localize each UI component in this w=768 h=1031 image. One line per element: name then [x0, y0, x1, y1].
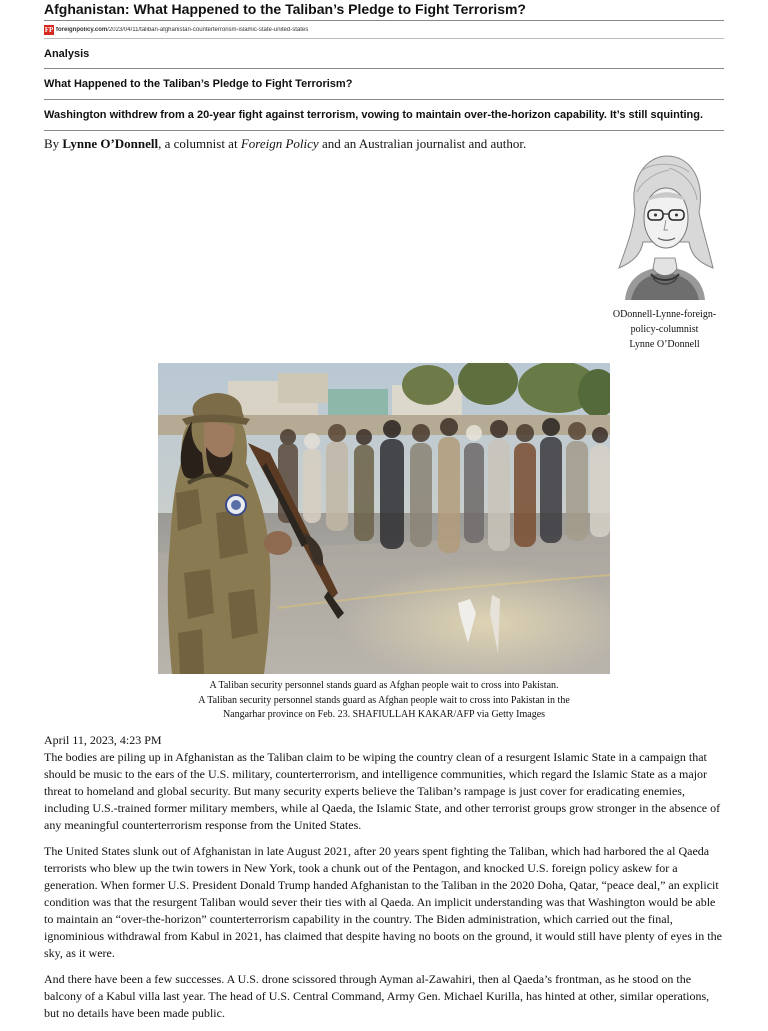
source-url[interactable]	[56, 27, 308, 33]
url-domain: foreignpolicy.com	[56, 26, 108, 33]
foreign-policy-favicon-icon: FP	[44, 25, 54, 34]
lead-photo-figure	[158, 363, 610, 723]
byline: By Lynne O’Donnell, a columnist at Foreign Policy and an Australian journalist and author.	[44, 136, 527, 151]
url-path: /2023/04/11/taliban-afghanistan-counterterrorism-islamic-state-united-states	[107, 26, 309, 33]
article-dateline: April 11, 2023, 4:23 PM	[44, 733, 162, 747]
article-headline: What Happened to the Taliban’s Pledge to Fight Terrorism?	[44, 69, 724, 100]
browser-page-title: Afghanistan: What Happened to the Taliban’s Pledge to Fight Terrorism?	[44, 0, 724, 21]
article-paragraph: The bodies are piling up in Afghanistan as the Taliban claim to be wiping the country clean of a resurgent Islamic State in a campaign that should be music to the ears of the U.S. military, counterterrorism, and intelligence communities, which regard the Islamic State as a major threat to homeland and global security. But many security experts believe the Taliban’s rampage is just cover for eradicating enemies, including U.S.-trained former military members, while al Qaeda, the Islamic State, and other terrorist groups grow stronger in the absence of any meaningful counterterrorism response from the United States.	[44, 750, 721, 832]
author-figure	[602, 150, 727, 352]
article-paragraph: And there have been a few successes. A U.S. drone scissored through Ayman al-Zawahiri, then al Qaeda’s frontman, as he stood on the balcony of a Kabul villa last year. The head of U.S. Central Command, Army Gen. Michael Kurilla, has hinted at other, similar operations, but no details have been made public.	[44, 972, 710, 1020]
article-kicker: Analysis	[44, 39, 724, 69]
author-name-link[interactable]: Lynne O’Donnell	[62, 136, 159, 151]
lead-photo	[158, 363, 610, 674]
author-image-caption: ODonnell-Lynne-foreign- policy-columnist Lynne O’Donnell	[612, 309, 717, 350]
page	[44, 0, 724, 1020]
author-portrait-illustration	[613, 150, 717, 300]
source-url-row[interactable]	[44, 21, 724, 39]
publication-name: Foreign Policy	[240, 136, 319, 151]
lead-photo-caption: A Taliban security personnel stands guard as Afghan people wait to cross into Pakistan. A Taliban security personnel stands guard as Afghan people wait to cross into Pakistan in the Nangarhar province on Feb. 23. SHAFIULLAH KAKAR/AFP via Getty Images	[198, 680, 570, 720]
article-subheadline: Washington withdrew from a 20-year fight against terrorism, vowing to maintain over-the-horizon capability. It’s still squinting.	[44, 100, 724, 131]
article-paragraph: The United States slunk out of Afghanistan in late August 2021, after 20 years spent fighting the Taliban, which had harbored the al Qaeda terrorists who blew up the twin towers in New York, took a chunk out of the Pentagon, and knocked U.S. foreign policy askew for a generation. When former U.S. President Donald Trump handed Afghanistan to the Taliban in the 2020 Doha, Qatar, “peace deal,” an explicit condition was that the resurgent Taliban would sever their ties with al Qaeda. An implicit understanding was that Washington would be able to maintain an “over-the-horizon” counterterrorism capability in the country. The Biden administration, which carried out the final, ignominious withdrawal from Kabul in 2021, has claimed that despite having no boots on the ground, it would still have plenty of eyes in the sky, as it were.	[44, 844, 722, 960]
article-body	[44, 732, 724, 1031]
